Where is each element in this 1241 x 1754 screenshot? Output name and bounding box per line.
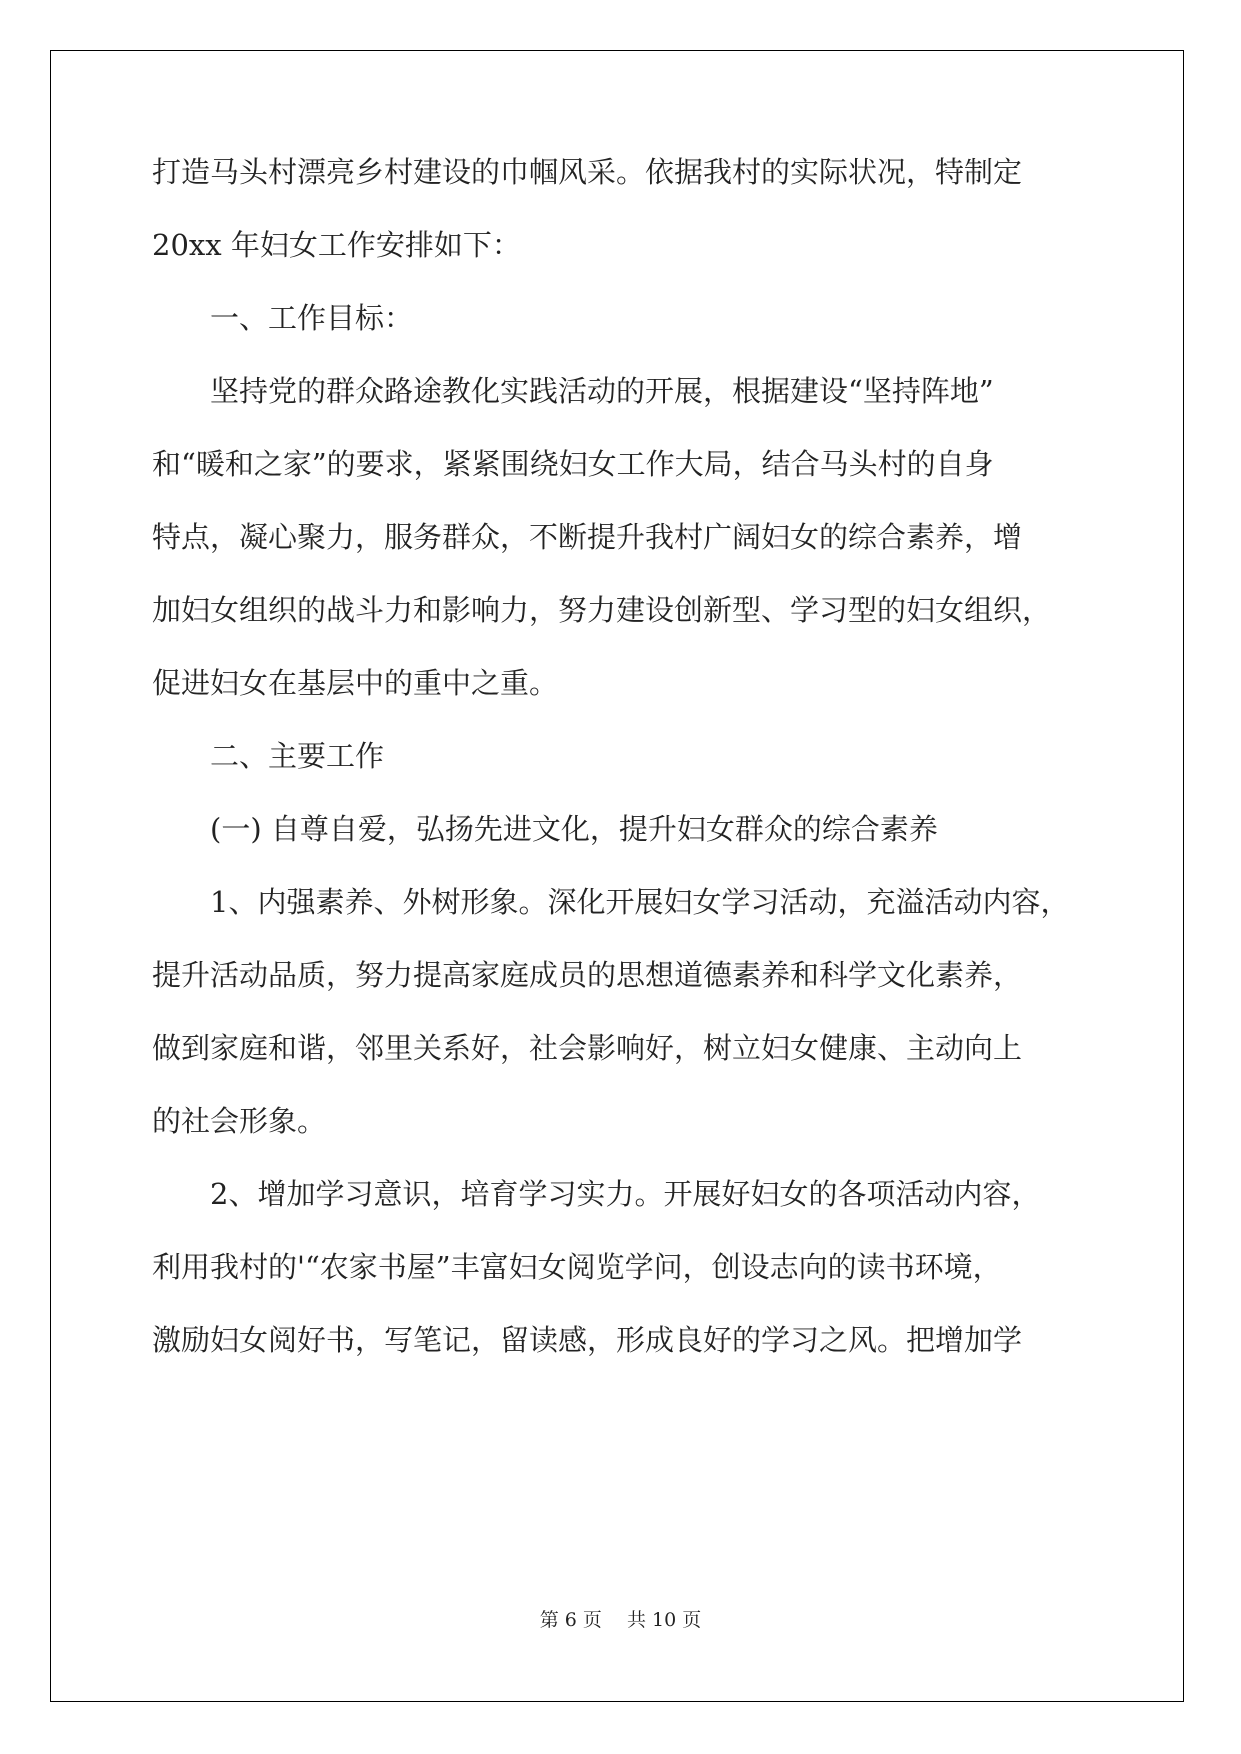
text-line: 20xx 年妇女工作安排如下： bbox=[152, 228, 521, 262]
section-heading: 二、主要工作 bbox=[152, 739, 385, 773]
subsection-heading: (一) 自尊自爱，弘扬先进文化，提升妇女群众的综合素养 bbox=[152, 812, 938, 846]
text-line: 促进妇女在基层中的重中之重。 bbox=[152, 666, 559, 700]
page-number: 第 6 页 共 10 页 bbox=[539, 1609, 702, 1631]
text-line: 做到家庭和谐，邻里关系好，社会影响好，树立妇女健康、主动向上 bbox=[152, 1031, 1023, 1065]
text-line: 的社会形象。 bbox=[152, 1104, 327, 1138]
text-line: 提升活动品质，努力提高家庭成员的思想道德素养和科学文化素养， bbox=[152, 958, 1023, 992]
text-line: 1、内强素养、外树形象。深化开展妇女学习活动，充溢活动内容， bbox=[152, 885, 1070, 919]
text-line: 和“暖和之家”的要求，紧紧围绕妇女工作大局，结合马头村的自身 bbox=[152, 447, 994, 481]
text-line: 特点，凝心聚力，服务群众，不断提升我村广阔妇女的综合素养，增 bbox=[152, 520, 1023, 554]
text-line: 利用我村的'“农家书屋”丰富妇女阅览学问，创设志向的读书环境， bbox=[152, 1250, 1002, 1284]
section-heading: 一、工作目标： bbox=[152, 301, 414, 335]
text-line: 2、增加学习意识，培育学习实力。开展好妇女的各项活动内容， bbox=[152, 1177, 1041, 1211]
text-line: 激励妇女阅好书，写笔记，留读感，形成良好的学习之风。把增加学 bbox=[152, 1323, 1023, 1357]
text-line: 坚持党的群众路途教化实践活动的开展，根据建设“坚持阵地” bbox=[152, 374, 994, 408]
text-line: 打造马头村漂亮乡村建设的巾帼风采。依据我村的实际状况，特制定 bbox=[152, 155, 1023, 189]
text-line: 加妇女组织的战斗力和影响力，努力建设创新型、学习型的妇女组织， bbox=[152, 593, 1052, 627]
